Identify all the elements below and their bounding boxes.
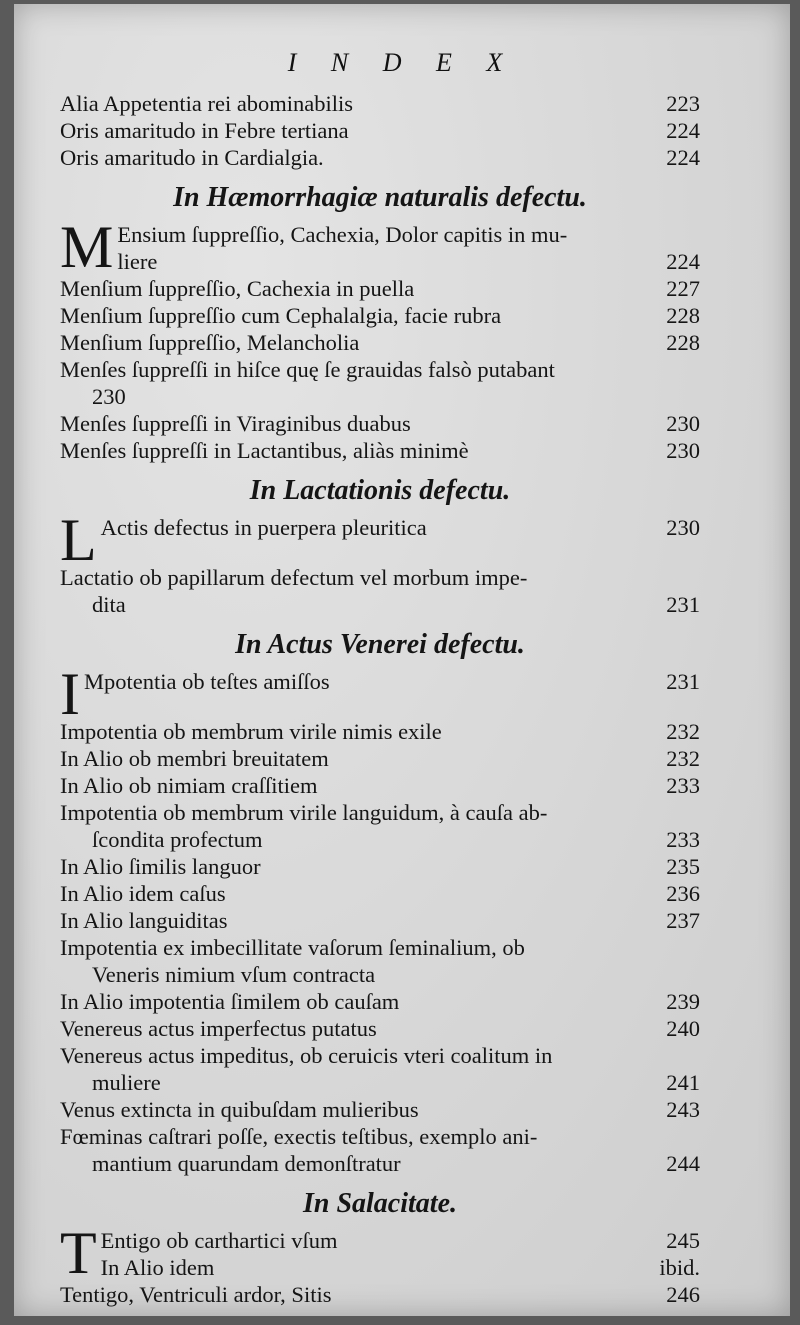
entry-text: Lactatio ob papillarum defectum vel morbum impe- — [60, 565, 528, 590]
page-number: 244 — [666, 1151, 700, 1176]
index-entry — [60, 1042, 700, 1096]
entry-text: Venereus actus imperfectus putatus — [60, 1016, 377, 1041]
entry-text: In Alio impotentia ſimilem ob cauſam — [60, 989, 400, 1014]
entry-text: Entigo ob carthartici vſum — [100, 1228, 338, 1253]
index-entry — [60, 1096, 700, 1123]
page-number: 233 — [666, 827, 700, 852]
index-entry — [60, 117, 700, 144]
index-entry — [60, 514, 700, 541]
page-number: 235 — [666, 854, 700, 879]
entry-text: Impotentia ex imbecillitate vaſorum ſeminalium, ob — [60, 935, 525, 960]
page-number: ibid. — [659, 1255, 700, 1280]
index-entry — [60, 880, 700, 907]
index-entry — [60, 718, 700, 745]
index-section — [60, 90, 700, 171]
page-number: 245 — [666, 1228, 700, 1253]
entry-continuation: muliere — [92, 1070, 161, 1095]
index-entry — [60, 302, 700, 329]
entry-text: Venus extincta in quibuſdam mulieribus — [60, 1097, 419, 1122]
section-heading: In Salacitate. — [302, 1188, 457, 1219]
entry-text: In Alio idem — [100, 1255, 215, 1280]
page-number: 231 — [666, 669, 700, 694]
entry-continuation: mantium quarundam demonſtratur — [92, 1151, 401, 1176]
index-entry — [60, 329, 700, 356]
index-section — [60, 474, 700, 618]
index-entry — [60, 772, 700, 799]
entry-text: Venereus actus impeditus, ob ceruicis vteri coalitum in — [60, 1043, 553, 1068]
entry-continuation: Veneris nimium vſum contracta — [92, 962, 376, 987]
entry-text: In Alio ſimilis languor — [60, 854, 261, 879]
index-entry — [60, 275, 700, 302]
page-number: 228 — [666, 303, 700, 328]
page-number: 228 — [666, 330, 700, 355]
index-entry — [60, 1123, 700, 1177]
first-entry-block — [60, 507, 700, 573]
index-entry — [60, 934, 700, 988]
index-entry — [60, 90, 700, 117]
entry-text: Menſium ſuppreſſio, Melancholia — [60, 330, 360, 355]
index-entry — [60, 1254, 700, 1281]
page-number: 236 — [666, 881, 700, 906]
page-number: 230 — [666, 515, 700, 540]
drop-initial: I — [60, 661, 80, 727]
index-entry — [60, 1015, 700, 1042]
entry-text: Mpotentia ob teſtes amiſſos — [83, 669, 330, 694]
index-section — [60, 628, 700, 1177]
page-number: 241 — [666, 1070, 700, 1095]
index-section — [60, 181, 700, 464]
first-entry-block — [60, 1220, 700, 1286]
entry-text: Menſium ſuppreſſio, Cachexia in puella — [60, 276, 415, 301]
entry-text: Actis defectus in puerpera pleuritica — [100, 515, 427, 540]
drop-initial: M — [60, 214, 114, 280]
page-number: 224 — [666, 118, 700, 143]
entry-text: Menſes ſuppreſſi in Lactantibus, aliàs minimè — [60, 438, 469, 463]
page-number: 223 — [666, 91, 700, 116]
first-entry-block — [60, 214, 700, 280]
page-number: 230 — [666, 411, 700, 436]
page-number: 240 — [666, 1016, 700, 1041]
page-number: 243 — [666, 1097, 700, 1122]
index-entry — [60, 668, 700, 695]
entry-text: Impotentia ob membrum virile nimis exile — [60, 719, 442, 744]
index-entry — [60, 799, 700, 853]
entry-text: Oris amaritudo in Cardialgia. — [60, 145, 324, 170]
index-entry — [60, 745, 700, 772]
index-entry — [60, 356, 700, 410]
index-entry — [60, 1281, 700, 1308]
index-entry — [60, 1227, 700, 1254]
entry-text: Tentigo, Ventriculi ardor, Sitis — [60, 1282, 332, 1307]
entry-continuation: dita — [92, 592, 126, 617]
page-header: I N D E X — [287, 48, 517, 77]
page-number: 237 — [666, 908, 700, 933]
page-number: 224 — [666, 145, 700, 170]
section-heading: In Actus Venerei defectu. — [235, 629, 525, 660]
index-entry — [60, 853, 700, 880]
page-number: 231 — [666, 592, 700, 617]
entry-text: Oris amaritudo in Febre tertiana — [60, 118, 349, 143]
entry-text: Menſes ſuppreſſi in hiſce quę ſe grauidas falsò putabant — [60, 357, 555, 382]
page-number: 232 — [666, 719, 700, 744]
index-entry — [60, 248, 700, 275]
entry-text: In Alio languiditas — [60, 908, 228, 933]
entry-text: Impotentia ob membrum virile languidum, à cauſa ab- — [60, 800, 548, 825]
section-heading: In Lactationis defectu. — [249, 475, 511, 506]
entry-text: Alia Appetentia rei abominabilis — [60, 91, 354, 116]
entry-continuation: ſcondita profectum — [92, 827, 263, 852]
index-section — [60, 1187, 700, 1308]
index-entry — [60, 144, 700, 171]
entry-continuation: 230 — [92, 384, 126, 409]
entry-text: Fœminas caſtrari poſſe, exectis teſtibus, exemplo ani- — [60, 1124, 538, 1149]
entry-text: In Alio idem caſus — [60, 881, 226, 906]
index-entry — [60, 988, 700, 1015]
page-number: 230 — [666, 438, 700, 463]
page-number: 227 — [666, 276, 700, 301]
index-entry — [60, 907, 700, 934]
index-content — [60, 90, 700, 1308]
index-entry — [60, 564, 700, 618]
section-heading: In Hæmorrhagiæ naturalis defectu. — [173, 182, 587, 213]
entry-text: In Alio ob nimiam craſſitiem — [60, 773, 318, 798]
entry-text: Menſes ſuppreſſi in Viraginibus duabus — [60, 411, 411, 436]
page-number: 233 — [666, 773, 700, 798]
book-page — [14, 4, 790, 1316]
drop-initial: T — [60, 1220, 97, 1286]
entry-text: In Alio ob membri breuitatem — [60, 746, 329, 771]
index-entry — [60, 221, 700, 248]
entry-text: liere — [117, 249, 158, 274]
page-number: 232 — [666, 746, 700, 771]
first-entry-block — [60, 661, 700, 727]
drop-initial: L — [60, 507, 97, 573]
page-number: 239 — [666, 989, 700, 1014]
entry-text: Ensium ſuppreſſio, Cachexia, Dolor capitis in mu- — [117, 222, 568, 247]
index-entry — [60, 437, 700, 464]
page-number: 224 — [666, 249, 700, 274]
entry-text: Menſium ſuppreſſio cum Cephalalgia, facie rubra — [60, 303, 502, 328]
index-entry — [60, 410, 700, 437]
page-number: 246 — [666, 1282, 700, 1307]
